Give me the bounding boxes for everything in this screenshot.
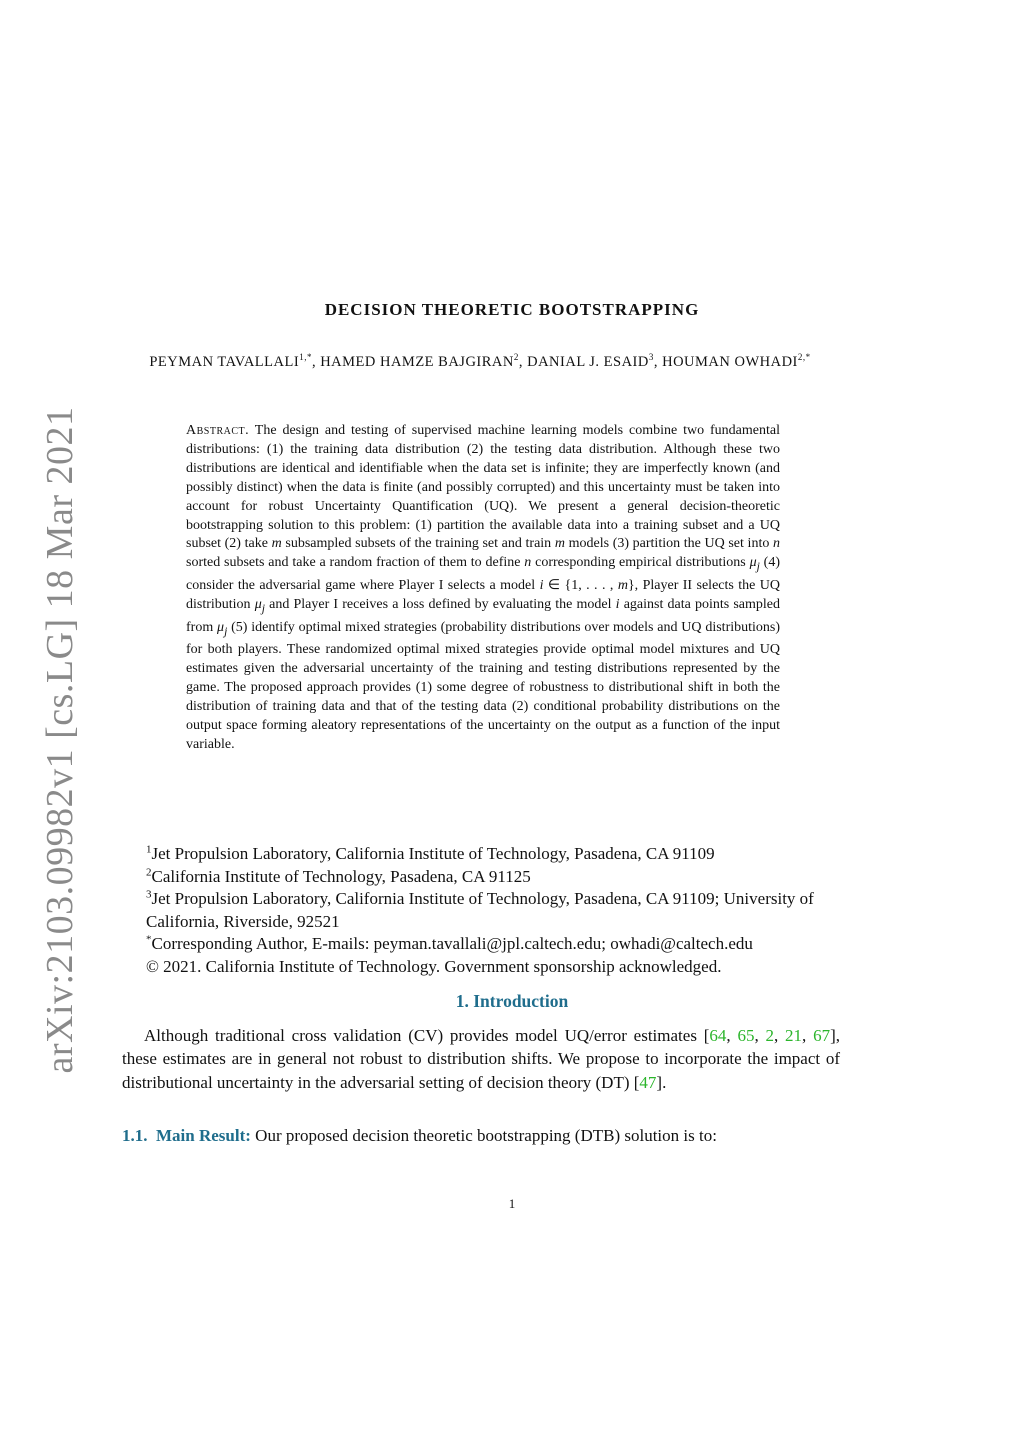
author-name: , DANIAL J. ESAID bbox=[518, 354, 649, 370]
copyright-line bbox=[124, 956, 884, 979]
math-symbol: μ bbox=[254, 596, 262, 612]
affiliation-marker: 3 bbox=[146, 888, 152, 901]
abstract-text: and Player I receives a loss defined by evaluating the model bbox=[265, 596, 616, 612]
page-number: 1 bbox=[508, 1196, 516, 1211]
citation-link[interactable]: 64 bbox=[709, 1026, 727, 1045]
subsection-number: 1.1. bbox=[122, 1126, 148, 1145]
abstract bbox=[186, 422, 780, 755]
author-list bbox=[120, 353, 840, 372]
affiliations bbox=[124, 843, 884, 978]
arxiv-stamp: arXiv:2103.09982v1 [cs.LG] 18 Mar 2021 bbox=[39, 406, 81, 1074]
abstract-text: models (3) partition the UQ set into bbox=[564, 536, 773, 552]
abstract-text: (5) identify optimal mixed strategies (probability distributions over models and UQ distributions) for both players. These randomized optimal mixed strategies provide optimal model mixtures and UQ estimates given the adversarial uncertainty of the training and testing distributions represented by the game. The proposed approach provides (1) some degree of robustness to distributional shift in both the distribution of training data and that of the testing data (2) conditional probability distributions on the output space forming aleatory representations of the uncertainty on the output as a function of the input variable. bbox=[186, 619, 781, 752]
author-name: , HAMED HAMZE BAJGIRAN bbox=[311, 354, 514, 370]
abstract-text: , Player II selects the UQ distribution bbox=[186, 578, 780, 612]
corresponding-author-line bbox=[124, 933, 884, 956]
math-symbol: n bbox=[772, 536, 780, 552]
author-name: PEYMAN TAVALLALI bbox=[149, 354, 300, 370]
abstract-text: sorted subsets and take a random fraction of them to define bbox=[186, 555, 525, 571]
math-set: ∈ {1, . . . , bbox=[543, 578, 618, 594]
author-superscript: 2,* bbox=[797, 352, 811, 363]
paragraph-text: ], these estimates are in general not robust to distribution shifts. We propose to incorporate the impact of distributional uncertainty in the adversarial setting of decision theory (DT) [ bbox=[122, 1026, 840, 1092]
math-symbol: m bbox=[271, 536, 282, 552]
copyright-icon: © bbox=[146, 956, 159, 976]
citation-link[interactable]: 47 bbox=[639, 1072, 657, 1092]
paragraph-text: Although traditional cross validation (CV) provides model UQ/error estimates [ bbox=[144, 1026, 710, 1045]
affiliation-text: Jet Propulsion Laboratory, California Institute of Technology, Pasadena, CA 91109; University of California, Riverside, 92521 bbox=[146, 889, 814, 931]
math-symbol: i bbox=[615, 596, 620, 612]
math-subscript: j bbox=[756, 560, 760, 574]
introduction-paragraph bbox=[122, 1024, 840, 1094]
author-superscript: 3 bbox=[648, 352, 654, 363]
citation-separator: , bbox=[754, 1026, 766, 1045]
math-symbol: i bbox=[539, 578, 544, 594]
affiliation-marker: * bbox=[146, 933, 152, 946]
author-name: , HOUMAN OWHADI bbox=[653, 354, 798, 370]
abstract-text: (4) consider the adversarial game where Player I selects a model bbox=[186, 555, 780, 594]
math-symbol: μ bbox=[217, 619, 225, 635]
citation-link[interactable]: 2 bbox=[765, 1026, 774, 1045]
citation-link[interactable]: 21 bbox=[785, 1026, 803, 1045]
affiliation-line bbox=[124, 888, 884, 933]
math-symbol: m bbox=[617, 578, 628, 594]
math-set: } bbox=[627, 578, 635, 594]
abstract-text: The design and testing of supervised machine learning models combine two fundamental distributions: (1) the training data distribution (2) the testing data distribution. Although these two distributions are identical and identifiable when the data set is infinite; they are imperfectly known (and possibly distinct) when the data is finite (and possibly corrupted) and this uncertainty must be taken into account for robust Uncertainty Quantification (UQ). We present a general decision-theoretic bootstrapping solution to this problem: (1) partition the available data into a training subset and a UQ subset (2) take bbox=[186, 423, 780, 552]
affiliation-line bbox=[124, 843, 884, 866]
citation-separator: , bbox=[773, 1026, 786, 1045]
math-subscript: j bbox=[261, 601, 265, 615]
subsection-paragraph bbox=[122, 1124, 840, 1147]
abstract-text: against data points sampled from bbox=[186, 596, 781, 635]
abstract-text: subsampled subsets of the training set and train bbox=[281, 536, 555, 552]
affiliation-marker: 2 bbox=[146, 865, 152, 878]
author-superscript: 2 bbox=[513, 352, 519, 363]
abstract-text: corresponding empirical distributions bbox=[531, 555, 750, 571]
affiliation-line bbox=[124, 866, 884, 889]
affiliation-marker: 1 bbox=[146, 843, 152, 856]
affiliation-text: California Institute of Technology, Pasadena, CA 91125 bbox=[151, 866, 531, 886]
citation-separator: , bbox=[726, 1026, 738, 1045]
subsection-text: Our proposed decision theoretic bootstrapping (DTB) solution is to: bbox=[250, 1126, 717, 1145]
citation-separator: , bbox=[802, 1026, 814, 1045]
paper-title: DECISION THEORETIC BOOTSTRAPPING bbox=[324, 300, 700, 319]
subsection-heading: Main Result: bbox=[156, 1126, 251, 1145]
author-superscript: 1,* bbox=[299, 352, 312, 363]
section-heading: 1. Introduction bbox=[455, 991, 569, 1011]
math-symbol: m bbox=[554, 536, 565, 552]
copyright-text: 2021. California Institute of Technology. Government sponsorship acknowledged. bbox=[158, 956, 722, 976]
paragraph-text: ]. bbox=[656, 1072, 667, 1092]
affiliation-text: Jet Propulsion Laboratory, California Institute of Technology, Pasadena, CA 91109 bbox=[151, 844, 715, 863]
corresponding-author-text: Corresponding Author, E-mails: peyman.tavallali@jpl.caltech.edu; owhadi@caltech.edu bbox=[151, 934, 753, 953]
math-subscript: j bbox=[224, 624, 228, 638]
math-symbol: n bbox=[524, 555, 532, 571]
citation-link[interactable]: 65 bbox=[737, 1026, 755, 1045]
citation-link[interactable]: 67 bbox=[813, 1026, 831, 1045]
math-symbol: μ bbox=[749, 555, 757, 571]
abstract-label: Abstract. bbox=[186, 423, 250, 438]
